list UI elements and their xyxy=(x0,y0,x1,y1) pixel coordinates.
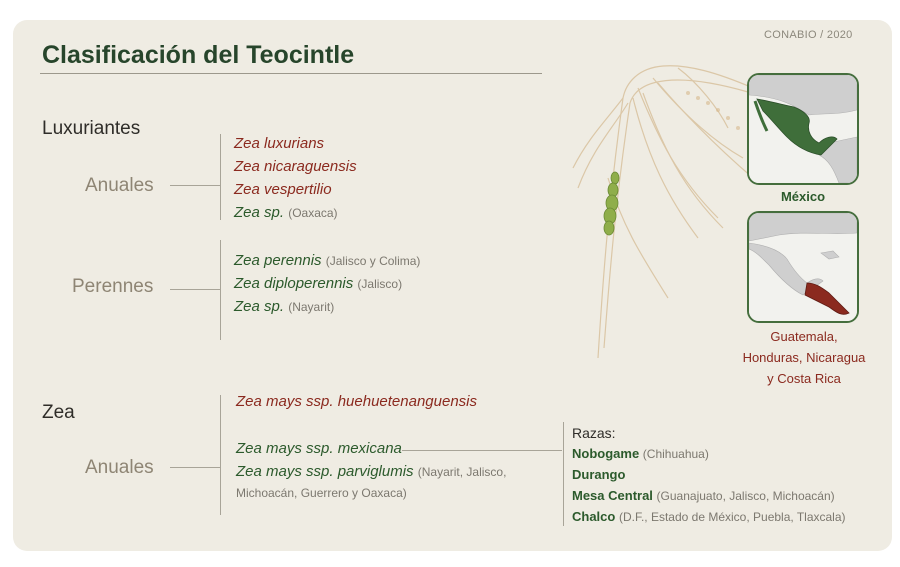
species-item: Zea sp. (Oaxaca) xyxy=(234,204,338,221)
connector-line-razas xyxy=(402,450,562,451)
species-item: Zea perennis (Jalisco y Colima) xyxy=(234,252,421,269)
species-item: Zea luxurians xyxy=(234,135,325,152)
raza-region: (Guanajuato, Jalisco, Michoacán) xyxy=(656,489,835,503)
species-item: Zea diploperennis (Jalisco) xyxy=(234,275,403,292)
species-region: (Jalisco) xyxy=(357,277,403,291)
species-item: Zea mays ssp. mexicana xyxy=(236,440,402,457)
raza-item: Durango xyxy=(572,467,626,482)
bracket-line xyxy=(563,422,564,526)
raza-region: (D.F., Estado de México, Puebla, Tlaxcala) xyxy=(618,510,846,524)
page-title: Clasificación del Teocintle xyxy=(42,41,355,69)
category-label-anuales: Anuales xyxy=(85,175,154,196)
title-divider xyxy=(40,73,542,74)
connector-line xyxy=(170,467,220,468)
map-label-mexico: México xyxy=(780,189,826,204)
species-region: (Jalisco y Colima) xyxy=(325,254,421,268)
teosinte-plant-illustration xyxy=(568,58,768,358)
species-region: (Oaxaca) xyxy=(288,206,338,220)
species-item: Zea vespertilio xyxy=(234,181,332,198)
species-item: Zea nicaraguensis xyxy=(234,158,357,175)
central-america-map xyxy=(747,211,859,323)
raza-region: (Chihuahua) xyxy=(642,447,709,461)
species-item: Zea sp. (Nayarit) xyxy=(234,298,335,315)
connector-line xyxy=(170,289,220,290)
species-region: (Nayarit) xyxy=(288,300,335,314)
connector-line xyxy=(170,185,220,186)
species-region: (Nayarit, Jalisco, xyxy=(417,465,507,479)
species-item: Zea mays ssp. parviglumis (Nayarit, Jalisco, xyxy=(236,463,507,480)
raza-item: Chalco (D.F., Estado de México, Puebla, Tlaxcala) xyxy=(572,509,846,524)
bracket-line xyxy=(220,134,221,220)
raza-item: Nobogame (Chihuahua) xyxy=(572,446,709,461)
species-region: Michoacán, Guerrero y Oaxaca) xyxy=(236,486,407,500)
species-item: Zea mays ssp. huehuetenanguensis xyxy=(236,393,477,410)
category-label-perennes: Perennes xyxy=(72,276,154,297)
razas-heading: Razas: xyxy=(572,425,616,441)
bracket-line xyxy=(220,395,221,515)
raza-item: Mesa Central (Guanajuato, Jalisco, Michoacán) xyxy=(572,488,835,503)
source-credit: CONABIO / 2020 xyxy=(764,29,853,41)
mexico-map xyxy=(747,73,859,185)
group-heading-zea: Zea xyxy=(42,402,75,423)
map-label-central-america: Guatemala, Honduras, Nicaragua y Costa Rica xyxy=(742,329,866,386)
category-label-anuales: Anuales xyxy=(85,457,154,478)
group-heading-luxuriantes: Luxuriantes xyxy=(42,118,141,139)
bracket-line xyxy=(220,240,221,340)
